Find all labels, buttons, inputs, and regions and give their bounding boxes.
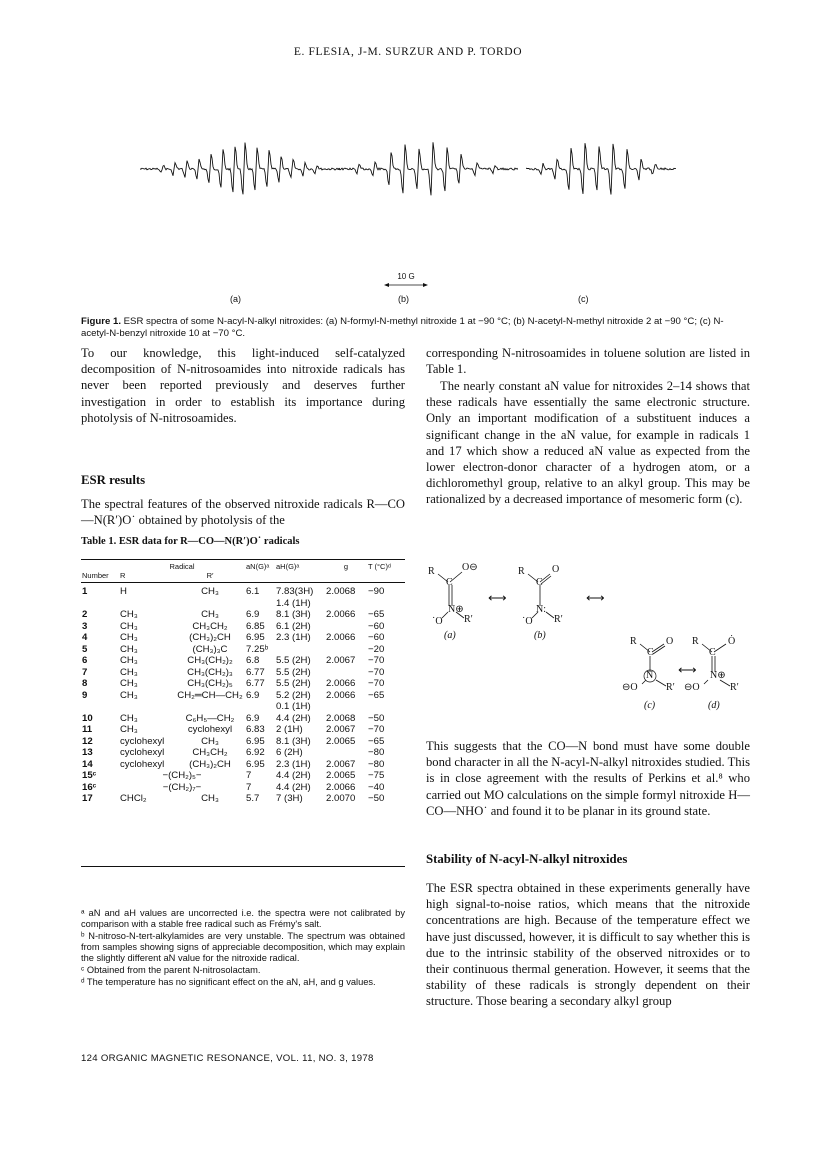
table-cell-an: 6.9 — [246, 712, 260, 724]
table-top-rule — [81, 559, 405, 560]
atom-c-d: C — [709, 647, 716, 658]
table-cell-rp — [175, 598, 245, 610]
table-cell-g: 2.0065 — [326, 735, 356, 747]
label-d: (d) — [708, 700, 720, 711]
table-cell-an: 7 — [246, 781, 252, 793]
table-cell-r: CH₃ — [120, 666, 138, 678]
panel-label-c: (c) — [578, 294, 589, 304]
table-cell-num: 1 — [82, 586, 88, 597]
table-cell-ah: 0.1 (1H) — [276, 701, 311, 712]
table-cell-ah: 2.3 (1H) — [276, 758, 311, 770]
table-row — [81, 655, 405, 667]
table-cell-rp: C₆H₅—CH₂ — [185, 712, 235, 724]
table-cell-ah: 5.5 (2H) — [276, 678, 311, 689]
atom-o-rad-d: Ȯ — [728, 636, 736, 647]
table-cell-an: 6.85 — [246, 620, 265, 632]
table-cell-num — [81, 701, 119, 713]
table-cell-t: −70 — [368, 655, 385, 666]
table-cell-an: 6.77 — [246, 678, 265, 689]
table-cell-r: cyclohexyl — [120, 747, 165, 758]
atom-rp-b: R′ — [554, 614, 563, 625]
arrow-2-icon: ⟷ — [586, 590, 605, 605]
left-para-1: To our knowledge, this light-induced self-catalyzed decomposition of N-nitrosoamides into nitroxide radicals has never been reported previously and deserves further investigation in order to establish its importance during photolysis of N-nitrosoamides. — [81, 346, 405, 425]
label-a: (a) — [444, 630, 456, 641]
table-cell-ah: 2 (1H) — [276, 724, 303, 735]
table-cell-t: −60 — [368, 620, 385, 632]
table-cell-r: CH₃ — [120, 712, 138, 724]
table-cell-an: 7.25ᵇ — [246, 643, 269, 655]
journal-footer: 124 ORGANIC MAGNETIC RESONANCE, VOL. 11, NO. 3, 1978 — [81, 1053, 374, 1064]
atom-o-rad-b: ˙O — [522, 616, 533, 627]
header-rp: R′ — [206, 571, 214, 580]
table-cell-ah: 7 (3H) — [276, 793, 303, 804]
table-cell-an: 6.1 — [246, 586, 260, 597]
table-cell-an: 6.95 — [246, 735, 265, 747]
table-cell-r: −(CH₂)₇− — [162, 781, 202, 793]
table-cell-t — [367, 701, 405, 713]
table-cell-ah: 4.4 (2H) — [276, 770, 311, 781]
table-row — [81, 632, 405, 644]
table-footnotes — [81, 908, 405, 989]
atom-c-a: C — [446, 577, 453, 588]
atom-n-plus-a: N⊕ — [448, 604, 464, 615]
atom-n-rad-b: N: — [536, 604, 546, 615]
table-cell-rp: CH₃ — [201, 609, 219, 620]
table-cell-num: 5 — [82, 643, 88, 655]
table-cell-rp: CH₃ — [201, 586, 219, 597]
esr-data-table — [81, 562, 405, 805]
resonance-structures — [426, 560, 750, 730]
table-cell-r: CH₃ — [120, 655, 138, 666]
atom-r-a: R — [428, 566, 435, 577]
table-row — [81, 586, 405, 598]
caption-text: ESR spectra of some N-acyl-N-alkyl nitroxides: (a) N-formyl-N-methyl nitroxide 1 at −90 °C; (b) N-acetyl-N-methyl nitroxide 2 at −90 °C; (c) N-acetyl-N-benzyl nitroxide 10 at −70 °C. — [81, 316, 724, 339]
arrow-3-icon: ⟷ — [678, 662, 697, 677]
table-cell-r — [119, 598, 175, 610]
table-cell-ah: 5.5 (2H) — [276, 666, 311, 678]
table-cell-g — [325, 667, 367, 679]
table-cell-an: 6.8 — [246, 655, 260, 666]
table-row — [81, 759, 405, 771]
table-cell-ah: 7.83(3H) — [276, 586, 314, 597]
table-title: Table 1. ESR data for R—CO—N(R′)O˙ radicals — [81, 536, 300, 547]
table-cell-t — [367, 598, 405, 610]
table-cell-r: CH₃ — [120, 632, 138, 643]
table-cell-r — [119, 701, 175, 713]
atom-c-c: C — [647, 647, 654, 658]
table-cell-ah: 5.5 (2H) — [276, 655, 311, 666]
table-cell-an — [245, 598, 275, 610]
table-cell-num — [81, 598, 119, 610]
table-cell-an: 6.95 — [246, 758, 265, 770]
table-cell-t: −50 — [368, 712, 385, 724]
table-cell-g — [325, 701, 367, 713]
atom-o-minus-c: ⊖O — [622, 682, 638, 693]
table-cell-g: 2.0067 — [326, 758, 356, 770]
atom-r-c: R — [630, 636, 637, 647]
table-cell-rp: (CH₃)₃C — [192, 643, 228, 655]
table-cell-r: CHCl₂ — [120, 793, 147, 804]
table-cell-an: 6.92 — [246, 747, 265, 758]
table-cell-num: 7 — [82, 666, 88, 678]
left-para-2: The spectral features of the observed nitroxide radicals R—CO—N(R′)O˙ obtained by photolysis of the — [81, 497, 405, 528]
table-cell-g: 2.0066 — [326, 678, 356, 689]
table-row — [81, 621, 405, 633]
table-cell-g — [325, 598, 367, 610]
footnote-d: ᵈ The temperature has no significant effect on the aN, aH, and g values. — [81, 977, 376, 987]
table-row — [81, 770, 405, 782]
scale-arrow-icon — [384, 282, 428, 288]
structure-bonds — [426, 560, 750, 730]
table-row — [81, 724, 405, 736]
atom-o-b: O — [552, 564, 560, 575]
atom-o-minus-d: ⊖O — [684, 682, 700, 693]
table-cell-r: CH₃ — [120, 678, 138, 689]
table-cell-g — [325, 621, 367, 633]
table-cell-t: −80 — [368, 758, 385, 770]
atom-rp-d: R′ — [730, 682, 739, 693]
table-cell-g — [325, 644, 367, 656]
table-cell-g: 2.0070 — [326, 793, 356, 804]
table-cell-num: 15ᶜ — [82, 770, 97, 781]
table-cell-t: −90 — [368, 586, 385, 597]
table-row — [81, 782, 405, 794]
figure-caption — [81, 316, 751, 340]
atom-o-c: O — [666, 636, 674, 647]
table-cell-ah: 5.2 (2H) — [276, 689, 311, 701]
panel-label-b: (b) — [398, 294, 409, 304]
table-cell-g: 2.0068 — [326, 586, 356, 597]
atom-rp-a: R′ — [464, 614, 473, 625]
table-cell-an: 6.95 — [246, 632, 265, 643]
table-cell-r: CH₃ — [120, 724, 138, 735]
table-cell-num: 12 — [82, 735, 93, 747]
table-cell-t: −80 — [368, 747, 385, 758]
table-row — [81, 736, 405, 748]
caption-label: Figure 1. — [81, 316, 121, 327]
table-cell-g: 2.0067 — [326, 724, 356, 735]
table-cell-t: −75 — [368, 770, 385, 781]
table-cell-num: 4 — [82, 632, 88, 643]
atom-r-d: R — [692, 636, 699, 647]
arrow-1-icon: ⟷ — [488, 590, 507, 605]
label-b: (b) — [534, 630, 546, 641]
table-cell-num: 10 — [82, 712, 93, 724]
footnote-b: ᵇ N-nitroso-N-tert-alkylamides are very unstable. The spectrum was obtained from samples showing signs of appreciable decomposition, which may explain the slightly different aN value for the nitroxide radical. — [81, 931, 405, 963]
table-cell-an: 6.83 — [246, 724, 265, 735]
table-cell-r: H — [120, 586, 127, 597]
table-cell-r: −(CH₂)₅− — [162, 770, 202, 781]
right-para-4: The ESR spectra obtained in these experiments generally have high signal-to-noise ratios, which means that the nitroxide concentrations are high. Because of the temperature effect we have just discussed, however, it is difficult to say whether this is due to the intrinsic stability of the observed nitroxides or to their continuous thermal generation. However, it seems that the stability of these radicals is strongly dependent on their structure. Those bearing a secondary alkyl group — [426, 881, 750, 1009]
table-row — [81, 667, 405, 679]
table-cell-rp: CH₃(CH₂)₂ — [187, 655, 233, 666]
footnote-a: ᵃ aN and aH values are uncorrected i.e. the spectra were not calibrated by comparison with a stable free radical such as Frémy's salt. — [81, 908, 405, 929]
table-cell-an: 7 — [246, 770, 252, 781]
table-cell-ah — [275, 644, 325, 656]
table-cell-g — [325, 747, 367, 759]
table-cell-rp: cyclohexyl — [187, 724, 233, 735]
table-cell-g: 2.0066 — [326, 781, 356, 793]
table-cell-ah: 4.4 (2H) — [276, 712, 311, 724]
table-cell-an: 6.9 — [246, 609, 260, 620]
table-cell-t: −50 — [368, 793, 385, 804]
table-header-row-1 — [81, 562, 405, 571]
table-row — [81, 690, 405, 702]
table-cell-rp: (CH₃)₂CH — [189, 632, 231, 643]
section-esr-results: ESR results — [81, 473, 146, 487]
table-cell-rp: CH₃CH₂ — [192, 747, 228, 758]
table-cell-t: −60 — [368, 632, 385, 643]
table-cell-ah: 8.1 (3H) — [276, 735, 311, 747]
table-cell-t: −65 — [368, 689, 385, 701]
table-cell-an: 6.77 — [246, 666, 265, 678]
atom-n-c: N — [646, 670, 654, 681]
header-g: g — [343, 562, 349, 571]
footnote-c: ᶜ Obtained from the parent N-nitrosolactam. — [81, 965, 261, 975]
table-cell-ah: 1.4 (1H) — [276, 597, 311, 609]
panel-label-a: (a) — [230, 294, 241, 304]
atom-o-minus-a: O⊖ — [462, 562, 478, 573]
table-cell-rp: CH₃(CH₂)₅ — [187, 678, 233, 689]
table-cell-rp: CH₃ — [201, 735, 219, 747]
table-cell-num: 11 — [82, 724, 93, 735]
table-cell-g: 2.0066 — [326, 609, 356, 620]
table-cell-t: −70 — [368, 666, 385, 678]
atom-n-plus-d: N⊕ — [710, 670, 726, 681]
esr-spectrum-a — [140, 74, 340, 284]
header-an: aN(G)ᵃ — [246, 562, 270, 571]
table-row — [81, 598, 405, 610]
table-cell-t: −70 — [368, 678, 385, 689]
header-radical: Radical — [169, 562, 195, 571]
table-cell-g: 2.0065 — [326, 770, 356, 781]
table-cell-r: cyclohexyl — [120, 735, 165, 747]
table-cell-num: 6 — [82, 655, 88, 666]
table-cell-an: 5.7 — [246, 793, 260, 804]
table-cell-t: −65 — [368, 735, 385, 747]
table-row — [81, 609, 405, 621]
table-cell-num: 3 — [82, 620, 88, 632]
table-cell-rp: CH₃ — [201, 793, 219, 804]
header-t: T (°C)ᵈ — [368, 562, 391, 571]
table-cell-an: 6.9 — [246, 689, 260, 701]
table-row — [81, 678, 405, 690]
table-header-row-2 — [81, 571, 405, 580]
table-cell-g: 2.0068 — [326, 712, 356, 724]
table-cell-r: cyclohexyl — [120, 758, 165, 770]
table-cell-r: CH₃ — [120, 620, 138, 632]
table-cell-r: CH₃ — [120, 689, 138, 701]
table-body — [81, 586, 405, 805]
section-stability: Stability of N-acyl-N-alkyl nitroxides — [426, 852, 628, 866]
table-cell-rp — [175, 701, 245, 713]
table-row — [81, 713, 405, 725]
scale-label: 10 G — [397, 272, 415, 281]
header-ah: aH(G)ᵃ — [276, 562, 300, 571]
table-cell-num: 17 — [82, 793, 93, 804]
running-header: E. FLESIA, J-M. SURZUR AND P. TORDO — [293, 46, 523, 58]
table-row — [81, 793, 405, 805]
atom-r-b: R — [518, 566, 525, 577]
table-cell-ah: 2.3 (1H) — [276, 632, 311, 643]
table-cell-ah: 6 (2H) — [276, 747, 303, 758]
table-cell-t: −40 — [368, 781, 385, 793]
table-cell-num: 14 — [82, 758, 93, 770]
table-bottom-rule — [81, 866, 405, 867]
table-cell-num: 2 — [82, 609, 88, 620]
right-para-2: The nearly constant aN value for nitroxides 2–14 shows that these radicals have essentially the same electronic structure. Only an important modification of a substituent induces a significant change in the aN value, for example in radicals 1 and 17 which show a reduced aN value as expected from the lower electron-donor character of a hydrogen atom, or a dichloromethyl group, relative to an alkyl group. This may be rationalized by a decreased importance of mesomeric form (c). — [426, 379, 750, 507]
esr-spectrum-b — [338, 74, 518, 284]
table-cell-rp: CH₃(CH₂)₃ — [187, 666, 233, 678]
table-cell-ah: 4.4 (2H) — [276, 781, 311, 793]
table-cell-an — [245, 701, 275, 713]
table-cell-r: CH₃ — [120, 643, 138, 655]
table-cell-num: 8 — [82, 678, 88, 689]
atom-o-rad-a: ˙O — [432, 616, 443, 627]
right-para-1: corresponding N-nitrosoamides in toluene solution are listed in Table 1. — [426, 346, 750, 377]
table-cell-g: 2.0067 — [326, 655, 356, 666]
table-row — [81, 644, 405, 656]
table-cell-t: −70 — [368, 724, 385, 735]
header-number: Number — [82, 571, 109, 580]
table-cell-num: 9 — [82, 689, 88, 701]
esr-spectrum-c — [526, 74, 676, 284]
table-cell-rp: CH₂═CH—CH₂ — [177, 689, 243, 701]
table-cell-ah: 8.1 (3H) — [276, 609, 311, 620]
table-cell-t: −20 — [368, 643, 385, 655]
table-cell-rp: CH₃CH₂ — [192, 620, 228, 632]
label-c: (c) — [644, 700, 656, 711]
table-cell-num: 16ᶜ — [82, 781, 97, 793]
right-para-3: This suggests that the CO—N bond must have some double bond character in all the N-acyl-N-alkyl nitroxides studied. This is in close agreement with the results of Perkins et al.⁸ who carried out MO calculations on the simple formyl nitroxide H—CO—NHO˙ and found it to be planar in its ground state. — [426, 739, 750, 818]
table-cell-ah: 6.1 (2H) — [276, 620, 311, 632]
table-cell-num: 13 — [82, 747, 93, 758]
table-cell-rp: (CH₃)₂CH — [189, 758, 231, 770]
header-r: R — [120, 571, 126, 580]
table-cell-g: 2.0066 — [326, 632, 356, 643]
atom-c-b: C — [536, 577, 543, 588]
table-cell-g: 2.0066 — [326, 689, 356, 701]
table-row — [81, 747, 405, 759]
table-cell-r: CH₃ — [120, 609, 138, 620]
table-cell-t: −65 — [368, 609, 385, 620]
atom-rp-c: R′ — [666, 682, 675, 693]
scale-bar — [384, 272, 428, 290]
table-row — [81, 701, 405, 713]
